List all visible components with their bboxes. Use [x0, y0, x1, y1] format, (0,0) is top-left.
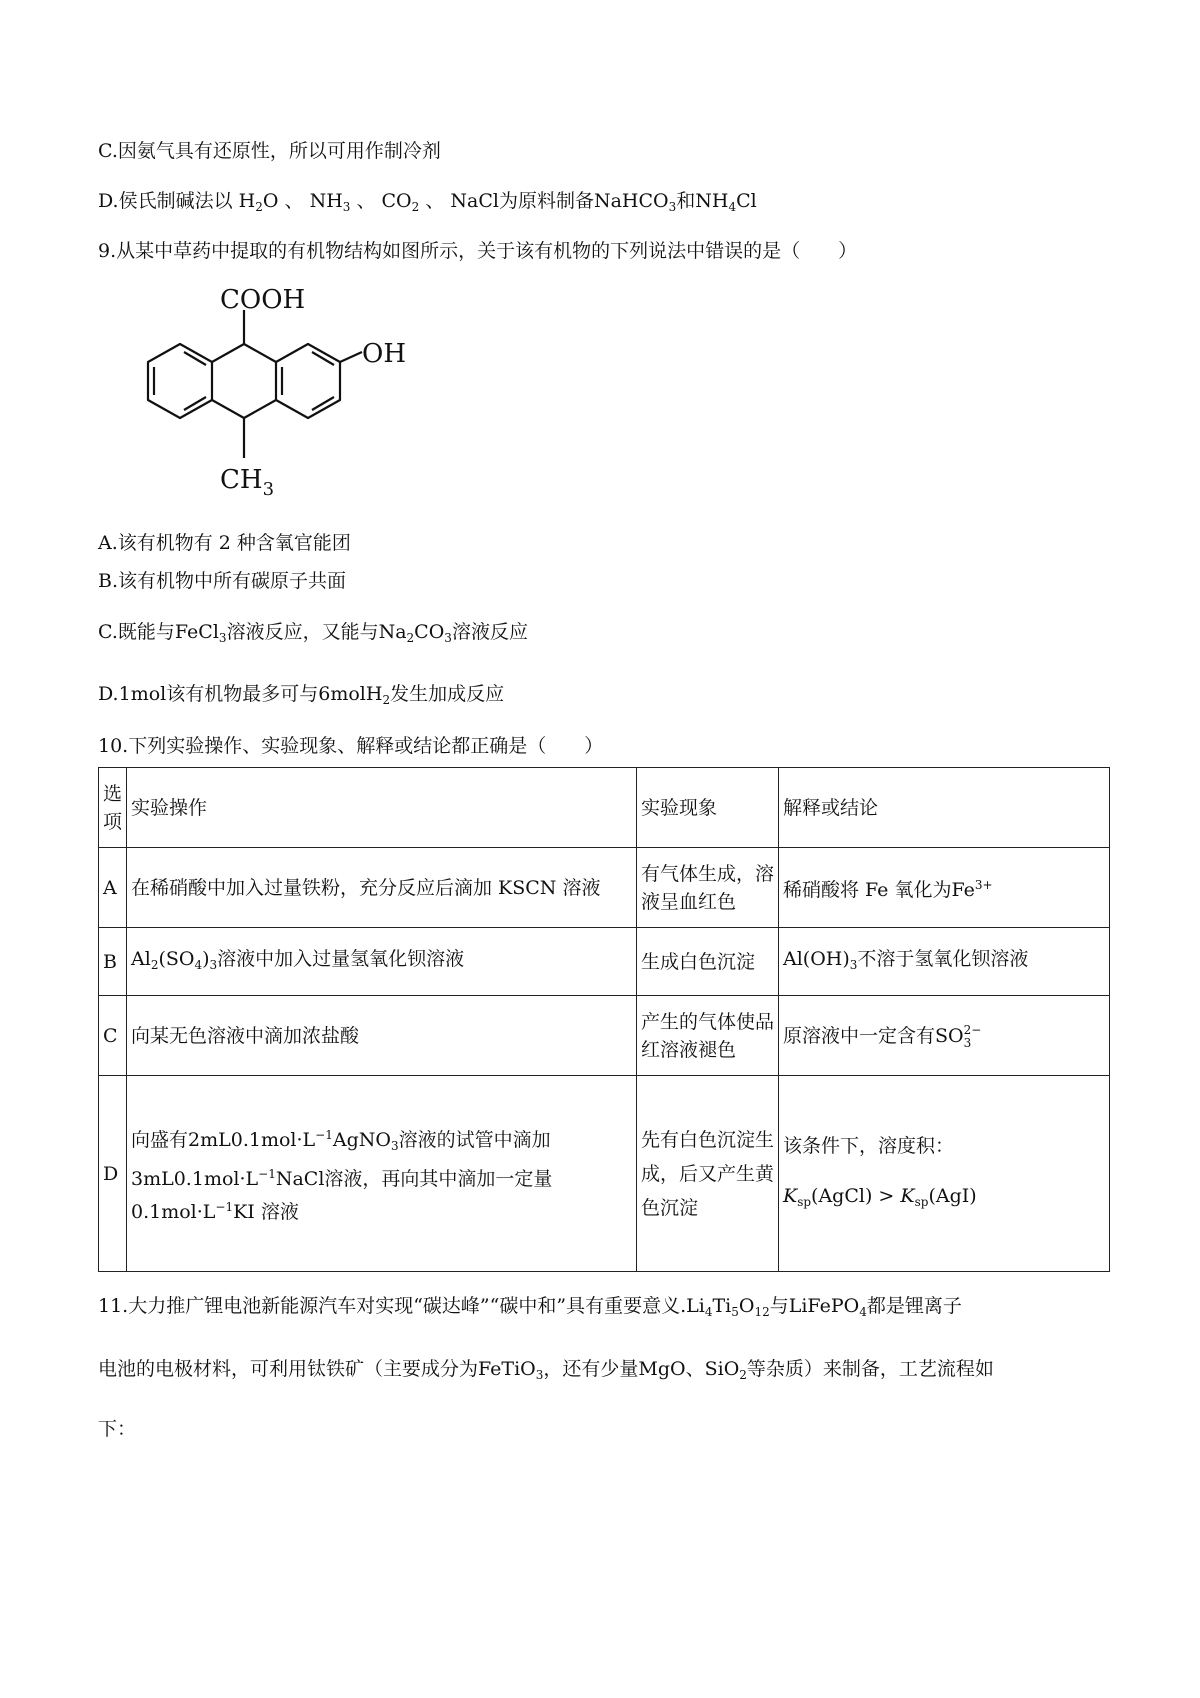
sep-1: 、: [284, 190, 304, 212]
h2o-formula: $H_2O$: [238, 190, 279, 214]
nahco3-formula: NaHCO$_3$: [593, 190, 677, 214]
row-d-conclusion: [779, 1076, 1110, 1272]
ksp-comparison: $K_{sp}(AgCl) > K_{sp}(AgI)$: [783, 1184, 977, 1209]
table-row-a: [99, 848, 1110, 928]
q10-table: [98, 767, 1110, 1272]
q9-option-b-text: B.该有机物中所有碳原子共面: [98, 570, 347, 592]
oh-label: OH: [362, 339, 406, 369]
na2co3-formula: $Na_2CO_3$: [378, 621, 452, 645]
so3-ion: SO 2− 3: [935, 1022, 982, 1050]
fetio3-formula: FeTiO$_3$: [478, 1358, 544, 1382]
table-header-row: [99, 768, 1110, 848]
row-d-op-line-1: 向盛有$2mL0.1mol\cdot L^{-1}AgNO_3$溶液的试管中滴加: [131, 1128, 551, 1153]
table-row-b: [99, 928, 1110, 996]
q11-line-1: 11.大力推广锂电池新能源汽车对实现“碳达峰”“碳中和”具有重要意义$.Li_4Ti_5O_{12}$与LiFePO$_4$都是锂离子: [98, 1295, 962, 1319]
sep-2: 、: [356, 190, 376, 212]
left-benzene-ring: [148, 344, 212, 418]
q8-option-d: [98, 188, 757, 220]
header-conclusion: 解释或结论: [779, 768, 1110, 848]
q9-stem: [98, 238, 857, 264]
q10-stem-text: 10.下列实验操作、实验现象、解释或结论都正确是（ ）: [98, 735, 604, 757]
row-d-op-line-3: $0.1mol\cdot L^{-1}KI$ 溶液: [131, 1200, 299, 1223]
q8-d-and: 和: [676, 190, 696, 212]
row-a-label: A: [99, 848, 127, 928]
nacl-formula: NaCl: [450, 190, 499, 212]
row-d-label: D: [99, 1076, 127, 1272]
row-a-phenomenon: 有气体生成，溶液呈血红色: [637, 848, 779, 928]
row-a-conclusion: 稀硝酸将 Fe 氧化为$Fe^{3+}$: [779, 848, 1110, 928]
q11-line-3-text: 下：: [98, 1418, 137, 1440]
ch3-label: $CH_3$: [220, 465, 275, 500]
h2-formula: 6molH$_2$: [318, 683, 391, 707]
al2so43-formula: $Al_2(SO_4)_3$: [131, 947, 218, 972]
right-benzene-ring: [276, 344, 340, 418]
co2-formula: $CO_2$: [381, 190, 420, 214]
q9-option-d: D.1mol该有机物最多可与6molH$_2$发生加成反应: [98, 683, 505, 707]
row-d-con-line-1: 该条件下，溶度积：: [783, 1134, 955, 1157]
q9-stem-text: 9.从某中草药中提取的有机物结构如图所示，关于该有机物的下列说法中错误的是（ ）: [98, 240, 858, 262]
q8-option-c-text: C.因氨气具有还原性，所以可用作制冷剂: [98, 140, 441, 162]
row-b-operation: $Al_2(SO_4)_3$溶液中加入过量氢氧化钡溶液: [127, 928, 637, 996]
row-c-conclusion: 原溶液中一定含有SO 2− 3: [779, 996, 1110, 1076]
row-d-phenomenon: 先有白色沉淀生成，后又产生黄色沉淀: [637, 1076, 779, 1272]
row-d-op-line-2: $3mL0.1mol\cdot L^{-1}NaCl$溶液，再向其中滴加一定量: [131, 1167, 553, 1190]
lifepo4-formula: LiFePO$_4$: [788, 1295, 867, 1319]
fe3-ion: $Fe^{3+}$: [951, 878, 993, 901]
table-row-c: [99, 996, 1110, 1076]
row-c-label: C: [99, 996, 127, 1076]
li4ti5o12-formula: $Li_4Ti_5O_{12}$: [686, 1295, 770, 1319]
row-b-conclusion: $Al(OH)_3$不溶于氢氧化钡溶液: [779, 928, 1110, 996]
q10-stem: [98, 733, 603, 759]
nh4cl-formula: $NH_4Cl$: [695, 190, 757, 214]
header-operation: 实验操作: [127, 768, 637, 848]
q11-line-2: 电池的电极材料，可利用钛铁矿（主要成分为FeTiO$_3$，还有少量MgO、SiO$_2$等杂质）来制备，工艺流程如: [98, 1358, 994, 1382]
cooh-label: COOH: [220, 285, 306, 315]
molecule-structure: [100, 282, 430, 512]
row-b-label: B: [99, 928, 127, 996]
fecl3-formula: FeCl$_3$: [174, 621, 227, 645]
header-option: 选项: [99, 768, 127, 848]
q9-option-a-text: A.该有机物有 2 种含氧官能团: [98, 532, 351, 554]
oh-bond: [340, 352, 362, 362]
row-b-phenomenon: 生成白色沉淀: [637, 928, 779, 996]
row-d-operation: [127, 1076, 637, 1272]
q9-option-b: [98, 568, 346, 594]
header-phenomenon: 实验现象: [637, 768, 779, 848]
q8-d-prefix: D.侯氏制碱法以: [98, 190, 233, 212]
row-a-operation: 在稀硝酸中加入过量铁粉，充分反应后滴加 KSCN 溶液: [127, 848, 637, 928]
table-row-d: [99, 1076, 1110, 1272]
q11-line-3: [98, 1416, 136, 1442]
aloh3-formula: $Al(OH)_3$: [783, 947, 858, 972]
q9-option-c: C.既能与FeCl$_3$溶液反应，又能与$Na_2CO_3$溶液反应: [98, 621, 528, 645]
q8-option-c: [98, 138, 441, 164]
nh3-formula: $NH_3$: [309, 190, 351, 214]
sio2-formula: SiO$_2$: [704, 1358, 747, 1382]
molecule-structure-svg: [100, 282, 430, 512]
row-c-operation: 向某无色溶液中滴加浓盐酸: [127, 996, 637, 1076]
mgo-formula: MgO: [638, 1358, 686, 1380]
row-c-phenomenon: 产生的气体使品红溶液褪色: [637, 996, 779, 1076]
q9-option-a: [98, 530, 351, 556]
sep-3: 、: [425, 190, 445, 212]
q8-d-mid: 为原料制备: [498, 190, 594, 212]
